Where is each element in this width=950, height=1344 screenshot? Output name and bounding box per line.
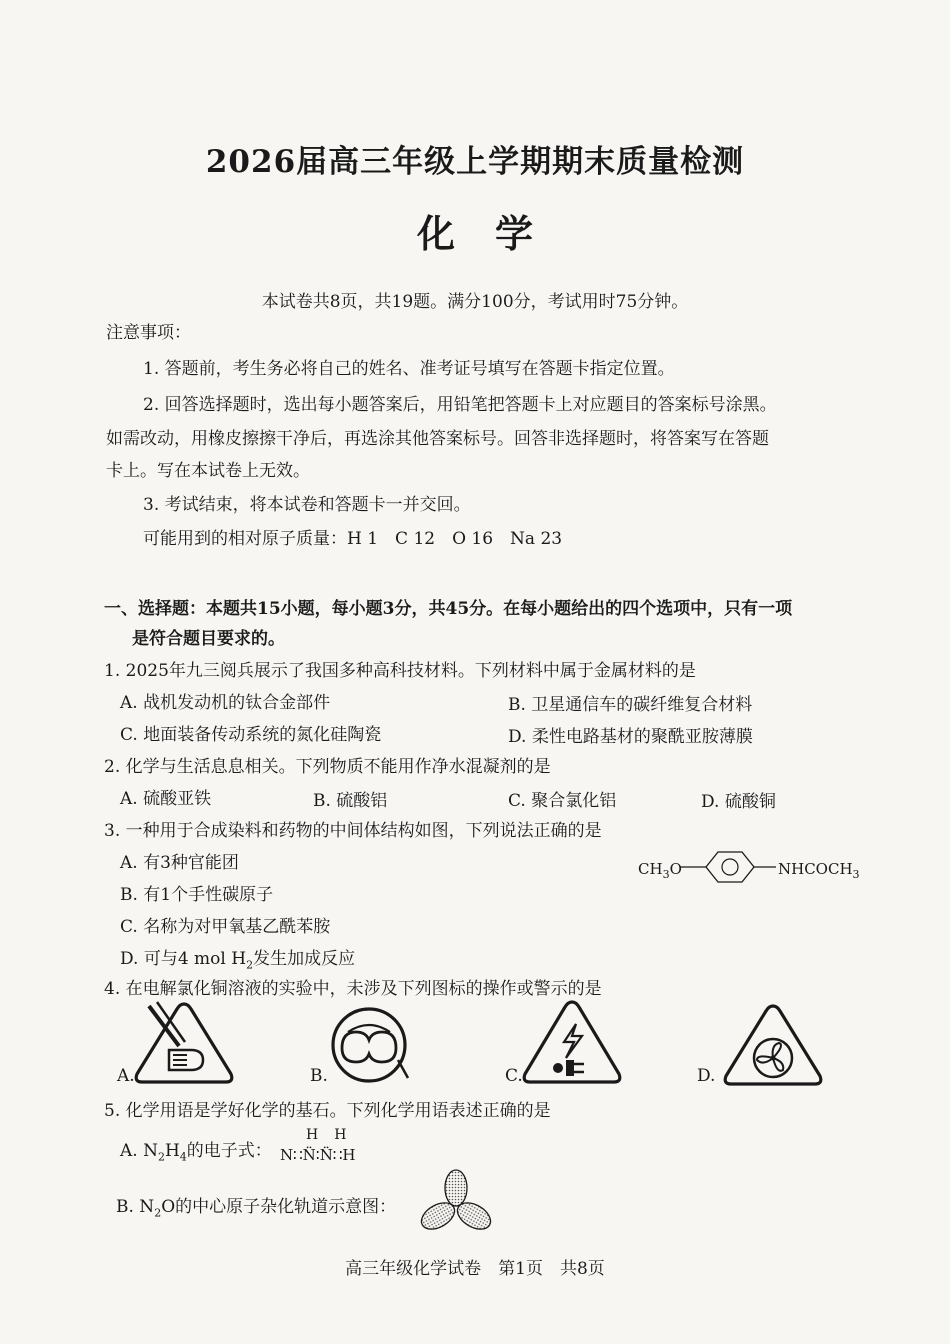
exam-title: 2026届高三年级上学期期末质量检测 [205, 144, 745, 180]
q2-option-d: D. 硫酸铜 [701, 792, 776, 812]
subject-title: 化学 [416, 211, 573, 256]
section-1-heading-line-1: 一、选择题：本题共15小题，每小题3分，共45分。在每小题给出的四个选项中，只有一项 [104, 599, 793, 619]
q3-option-d: D. 可与4 mol $H_2$发生加成反应 [120, 949, 356, 972]
notice-heading: 注意事项： [106, 323, 191, 343]
q3-option-a: A. 有3种官能团 [120, 853, 239, 873]
hybrid-orbital-diagram-icon [418, 1168, 494, 1236]
notice-item-2-line-1: 2. 回答选择题时，选出每小题答案后，用铅笔把答题卡上对应题目的答案标号涂黑。 [143, 395, 777, 415]
notice-item-3: 3. 考试结束，将本试卷和答题卡一并交回。 [143, 495, 471, 515]
q3-option-c: C. 名称为对甲氧基乙酰苯胺 [120, 917, 331, 937]
notice-item-2-line-2: 如需改动，用橡皮擦擦干净后，再选涂其他答案标号。回答非选择题时，将答案写在答题 [106, 429, 769, 449]
notice-item-2-line-3: 卡上。写在本试卷上无效。 [106, 461, 310, 481]
q4-option-b-label: B. [310, 1066, 328, 1086]
q2-option-c: C. 聚合氯化铝 [508, 791, 617, 811]
q2-stem: 2. 化学与生活息息相关。下列物质不能用作净水混凝剂的是 [104, 757, 551, 777]
q1-stem: 1. 2025年九三阅兵展示了我国多种高科技材料。下列材料中属于金属材料的是 [104, 661, 696, 681]
q2-option-b: B. 硫酸铝 [313, 791, 388, 811]
atomic-mass-line: 可能用到的相对原子质量：H 1 C 12 O 16 Na 23 [143, 529, 563, 549]
hand-protection-warning-icon [131, 1000, 237, 1086]
q1-option-b: B. 卫星通信车的碳纤维复合材料 [508, 695, 753, 715]
q5-electron-formula-main: N∷N̈∶N̈∷H [280, 1146, 356, 1164]
benzene-ring-structure [680, 842, 780, 892]
structure-right-group: $NHCOCH_3$ [778, 860, 860, 881]
q3-option-b: B. 有1个手性碳原子 [120, 885, 274, 905]
electrical-hazard-warning-icon [520, 998, 624, 1086]
q5-electron-formula-top: H H [306, 1127, 348, 1143]
exam-intro: 本试卷共8页，共19题。满分100分，考试用时75分钟。 [261, 292, 689, 312]
structure-left-group: $CH_3O$ [638, 860, 682, 881]
q5-option-b: B. $N_2O$的中心原子杂化轨道示意图： [116, 1197, 397, 1220]
q2-option-a: A. 硫酸亚铁 [120, 789, 212, 809]
q3-stem: 3. 一种用于合成染料和药物的中间体结构如图，下列说法正确的是 [104, 821, 602, 841]
ventilation-fan-icon [720, 1002, 826, 1088]
q5-option-a: A. $N_2H_4$的电子式： [120, 1141, 272, 1164]
section-1-heading-line-2: 是符合题目要求的。 [132, 629, 285, 649]
q4-option-c-label: C. [505, 1066, 523, 1086]
q1-option-a: A. 战机发动机的钛合金部件 [120, 693, 331, 713]
q4-stem: 4. 在电解氯化铜溶液的实验中，未涉及下列图标的操作或警示的是 [104, 979, 602, 999]
q4-option-a-label: A. [117, 1066, 135, 1086]
goggles-icon [328, 1004, 414, 1086]
q1-option-c: C. 地面装备传动系统的氮化硅陶瓷 [120, 725, 382, 745]
q4-option-d-label: D. [697, 1066, 716, 1086]
q1-option-d: D. 柔性电路基材的聚酰亚胺薄膜 [508, 727, 753, 747]
notice-item-1: 1. 答题前，考生务必将自己的姓名、准考证号填写在答题卡指定位置。 [143, 359, 675, 379]
page-footer: 高三年级化学试卷 第1页 共8页 [345, 1259, 605, 1279]
q5-stem: 5. 化学用语是学好化学的基石。下列化学用语表述正确的是 [104, 1101, 551, 1121]
